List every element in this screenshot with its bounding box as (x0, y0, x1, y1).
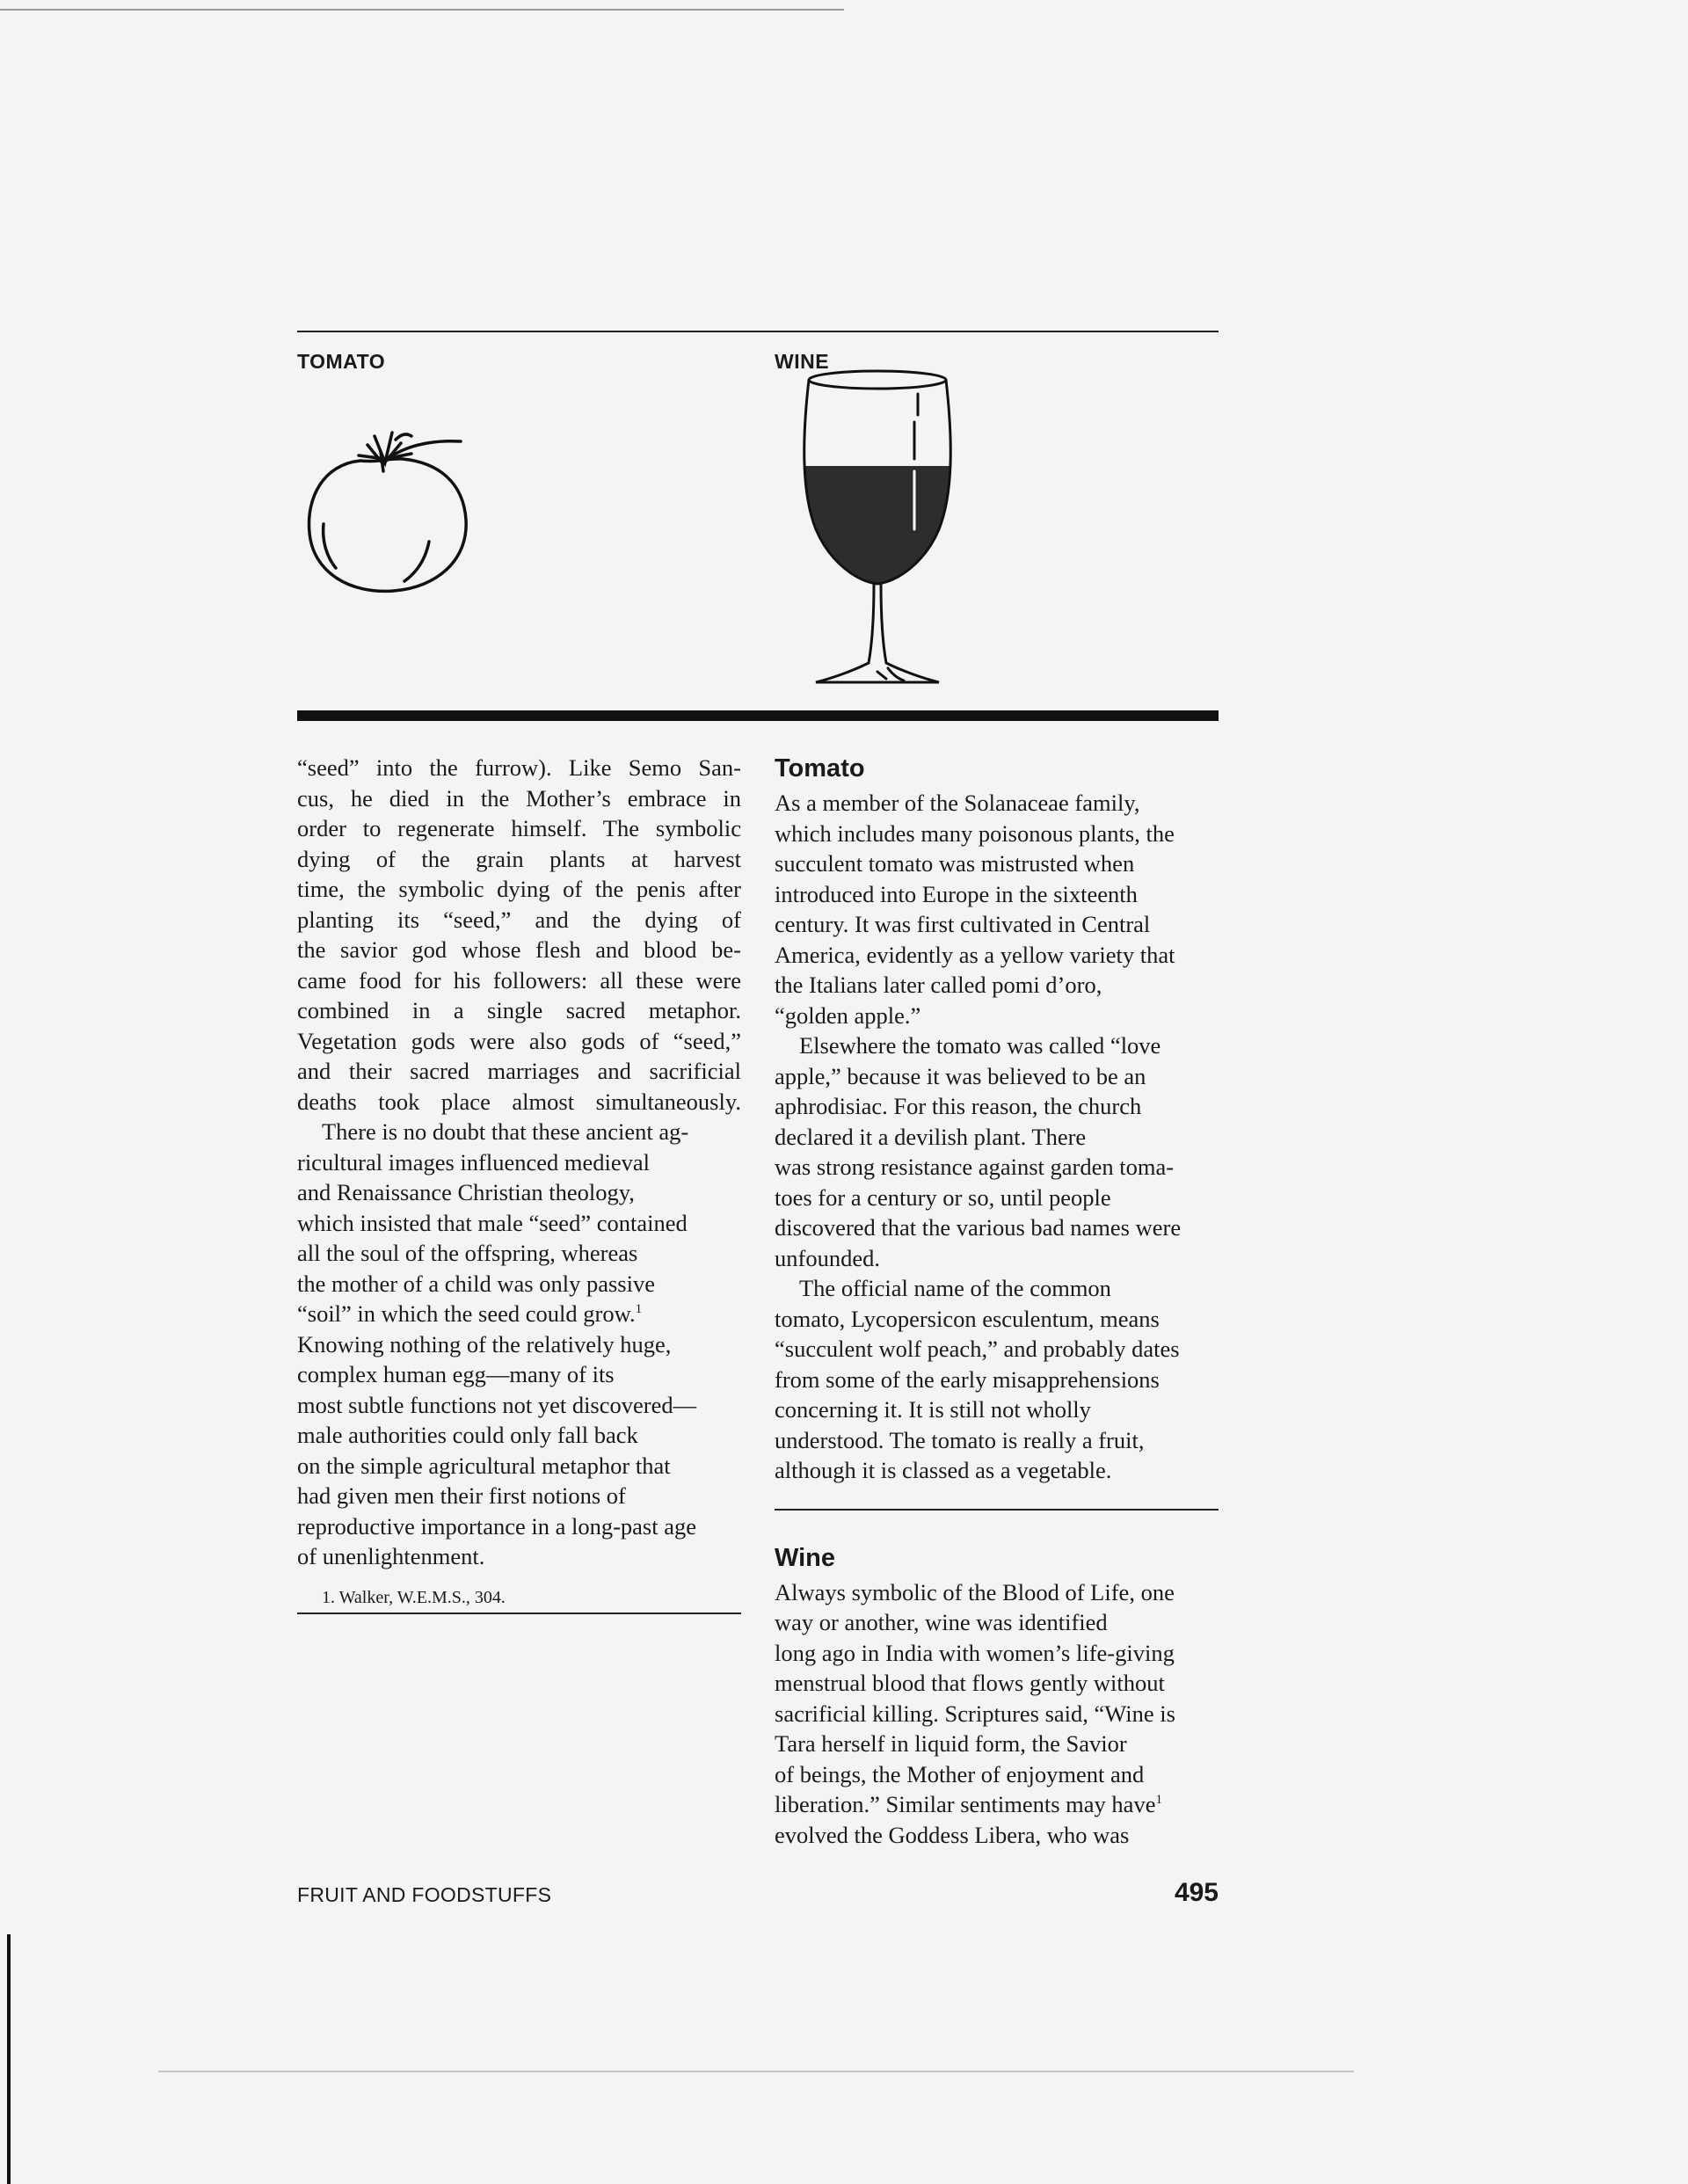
text-line: the savior god whose flesh and blood be- (297, 936, 741, 963)
scan-edge-top (0, 9, 844, 11)
text-line: long ago in India with women’s life-giving (775, 1639, 1175, 1666)
text-line: There is no doubt that these ancient ag- (322, 1118, 689, 1145)
footnote: 1. Walker, W.E.M.S., 304. (322, 1587, 506, 1607)
text-line: came food for his followers: all these were (297, 966, 741, 994)
tomato-paragraph-2 (775, 1030, 1219, 1273)
text-line: sacrificial killing. Scriptures said, “Wine is (775, 1700, 1175, 1727)
text-line: menstrual blood that flows gently without (775, 1670, 1165, 1696)
text-line: cus, he died in the Mother’s embrace in (297, 784, 741, 812)
scan-edge-left (7, 1934, 11, 2184)
text-line: “golden apple.” (775, 1001, 921, 1029)
text-line: order to regenerate himself. The symbolic (297, 815, 741, 841)
text-line: complex human egg—many of its (297, 1361, 615, 1387)
tomato-paragraph-3 (775, 1273, 1219, 1486)
header-label-tomato: TOMATO (297, 350, 386, 373)
text-line: reproductive importance in a long-past age (297, 1512, 697, 1540)
text-line: The official name of the common (799, 1275, 1111, 1301)
text-line: the mother of a child was only passive (297, 1270, 655, 1297)
text-line: way or another, wine was identified (775, 1609, 1108, 1635)
text-line: and Renaissance Christian theology, (297, 1179, 635, 1205)
text-line: ricultural images influenced medieval (297, 1148, 651, 1176)
text-line: of beings, the Mother of enjoyment and (775, 1760, 1145, 1787)
text-line: was strong resistance against garden toma- (775, 1154, 1175, 1180)
page-number: 495 (1174, 1878, 1219, 1907)
text-line: century. It was first cultivated in Central (775, 911, 1151, 937)
section-divider-thick (297, 710, 1219, 721)
text-line: combined in a single sacred metaphor. (297, 997, 741, 1023)
text-line: unfounded. (775, 1244, 880, 1271)
text-line: Knowing nothing of the relatively huge, (297, 1330, 672, 1358)
text-line: all the soul of the offspring, whereas (297, 1240, 638, 1266)
text-line: evolved the Goddess Libera, who was (775, 1821, 1130, 1848)
right-column (775, 753, 1219, 1850)
scan-edge-bottom (158, 2071, 1354, 2072)
text-line: introduced into Europe in the sixteenth (775, 880, 1138, 907)
text-line: discovered that the various bad names were (775, 1214, 1182, 1241)
text-line: Always symbolic of the Blood of Life, one (775, 1578, 1175, 1605)
wine-glass-illustration (789, 362, 965, 701)
text-line: dying of the grain plants at harvest (297, 845, 741, 872)
left-paragraph-2 (297, 1117, 741, 1572)
text-line: succulent tomato was mistrusted when (775, 850, 1135, 877)
text-line: which insisted that male “seed” contained (297, 1209, 688, 1236)
text-line: which includes many poisonous plants, the (775, 819, 1175, 847)
running-footer-title: FRUIT AND FOODSTUFFS (297, 1883, 552, 1906)
text-line: the Italians later called pomi d’oro, (775, 972, 1102, 998)
text-line: male authorities could only fall back (297, 1422, 638, 1448)
text-line: deaths took place almost simultaneously. (297, 1088, 741, 1115)
text-line: tomato, Lycopersicon esculentum, means (775, 1305, 1160, 1332)
text-line: toes for a century or so, until people (775, 1183, 1111, 1211)
text-line: most subtle functions not yet discovered— (297, 1391, 697, 1418)
text-line: Elsewhere the tomato was called “love (799, 1032, 1161, 1059)
text-line: and their sacred marriages and sacrificial (297, 1058, 741, 1084)
text-line: “seed” into the furrow). Like Semo San- (297, 754, 741, 781)
text-line: “succulent wolf peach,” and probably dates (775, 1336, 1180, 1362)
footnote-rule (297, 1613, 741, 1614)
text-line: had given men their first notions of (297, 1482, 626, 1509)
tomato-paragraph-1 (775, 788, 1219, 1030)
text-segment: liberation.” Similar sentiments may have (775, 1791, 1156, 1817)
text-line: aphrodisiac. For this reason, the church (775, 1093, 1142, 1119)
footnote-marker: 1 (1155, 1793, 1162, 1808)
book-page (297, 331, 1219, 2001)
text-line-with-note (297, 1299, 741, 1329)
text-line: from some of the early misapprehensions (775, 1365, 1160, 1393)
text-line: planting its “seed,” and the dying of (297, 906, 741, 933)
text-line: understood. The tomato is really a fruit, (775, 1426, 1145, 1453)
header-rule (297, 331, 1219, 332)
left-column (297, 753, 741, 1614)
text-line: declared it a devilish plant. There (775, 1123, 1087, 1150)
tomato-illustration (297, 410, 491, 603)
text-line: America, evidently as a yellow variety that (775, 941, 1175, 968)
text-line: time, the symbolic dying of the penis after (297, 876, 741, 902)
text-line: As a member of the Solanaceae family, (775, 790, 1140, 816)
wine-heading: Wine (775, 1543, 836, 1572)
wine-paragraph-1 (775, 1577, 1219, 1851)
text-line: on the simple agricultural metaphor that (297, 1452, 671, 1479)
text-line: Tara herself in liquid form, the Savior (775, 1730, 1127, 1757)
header-label-wine: WINE (775, 350, 830, 373)
text-line: although it is classed as a vegetable. (775, 1457, 1112, 1483)
left-paragraph-1 (297, 753, 741, 1117)
text-segment: “soil” in which the seed could grow. (297, 1300, 636, 1327)
footnote-marker: 1 (635, 1302, 643, 1317)
tomato-heading: Tomato (775, 754, 865, 783)
section-rule (775, 1509, 1219, 1511)
text-line-with-note (775, 1789, 1219, 1820)
text-line: of unenlightenment. (297, 1543, 485, 1569)
text-line: concerning it. It is still not wholly (775, 1396, 1091, 1423)
text-line: apple,” because it was believed to be an (775, 1062, 1146, 1089)
text-line: Vegetation gods were also gods of “seed,” (297, 1027, 741, 1054)
